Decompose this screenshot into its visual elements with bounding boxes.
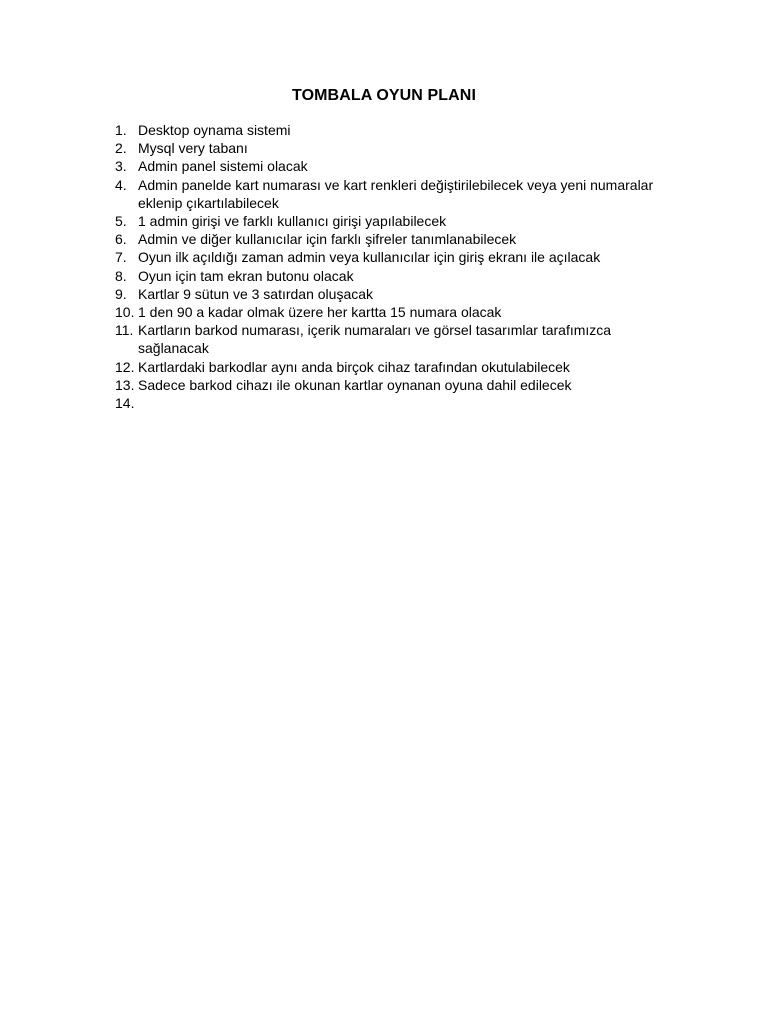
list-item-text: Admin panelde kart numarası ve kart renkleri değiştirilebilecek veya yeni numaralar eklenip çıkartılabilecek	[138, 176, 654, 211]
list-item-number: 5.	[115, 213, 127, 230]
list-item	[115, 358, 675, 376]
list-item	[115, 394, 675, 412]
list-item-text	[138, 394, 675, 412]
list-item	[115, 176, 675, 212]
list-item	[115, 230, 675, 248]
list-item-number: 2.	[115, 140, 127, 157]
list-item-number: 9.	[115, 285, 127, 302]
list-item-number: 3.	[115, 158, 127, 175]
list-item	[115, 121, 675, 139]
list-item	[115, 157, 675, 175]
list-item-text: Oyun için tam ekran butonu olacak	[138, 267, 354, 284]
list-item-text: Sadece barkod cihazı ile okunan kartlar oynanan oyuna dahil edilecek	[138, 376, 572, 393]
list-item-number: 6.	[115, 231, 127, 248]
list-item	[115, 212, 675, 230]
list-item-number: 12.	[115, 358, 135, 375]
list-item-text: Admin panel sistemi olacak	[138, 158, 308, 175]
list-item-text: Desktop oynama sistemi	[138, 122, 291, 138]
list-item-number: 11.	[115, 322, 134, 339]
list-item	[115, 321, 675, 357]
list-item	[115, 267, 675, 285]
list-item-text: Kartlar 9 sütun ve 3 satırdan oluşacak	[138, 285, 374, 302]
plan-list	[115, 121, 675, 412]
list-item-text: Kartlardaki barkodlar aynı anda birçok cihaz tarafından okutulabilecek	[138, 358, 570, 375]
list-item	[115, 139, 675, 157]
list-item	[115, 303, 675, 321]
list-item-number: 1.	[115, 122, 127, 138]
list-item	[115, 248, 675, 266]
list-item-number: 8.	[115, 267, 127, 284]
list-item-number: 7.	[115, 249, 127, 266]
list-item	[115, 376, 675, 394]
list-item-number: 10.	[115, 304, 135, 321]
list-item-text: 1 admin girişi ve farklı kullanıcı girişi yapılabilecek	[138, 213, 447, 230]
list-item-text: 1 den 90 a kadar olmak üzere her kartta 15 numara olacak	[138, 304, 502, 321]
page-title: TOMBALA OYUN PLANI	[291, 87, 477, 104]
list-item-text: Admin ve diğer kullanıcılar için farklı şifreler tanımlanabilecek	[138, 231, 517, 248]
list-item	[115, 285, 675, 303]
list-item-text: Kartların barkod numarası, içerik numaraları ve görsel tasarımlar tarafımızca sağlanacak	[138, 322, 612, 357]
list-item-number: 13.	[115, 376, 135, 393]
list-item-number: 14.	[115, 395, 135, 412]
list-item-text: Mysql very tabanı	[138, 140, 248, 157]
list-item-number: 4.	[115, 176, 127, 193]
list-item-text: Oyun ilk açıldığı zaman admin veya kullanıcılar için giriş ekranı ile açılacak	[138, 249, 601, 266]
